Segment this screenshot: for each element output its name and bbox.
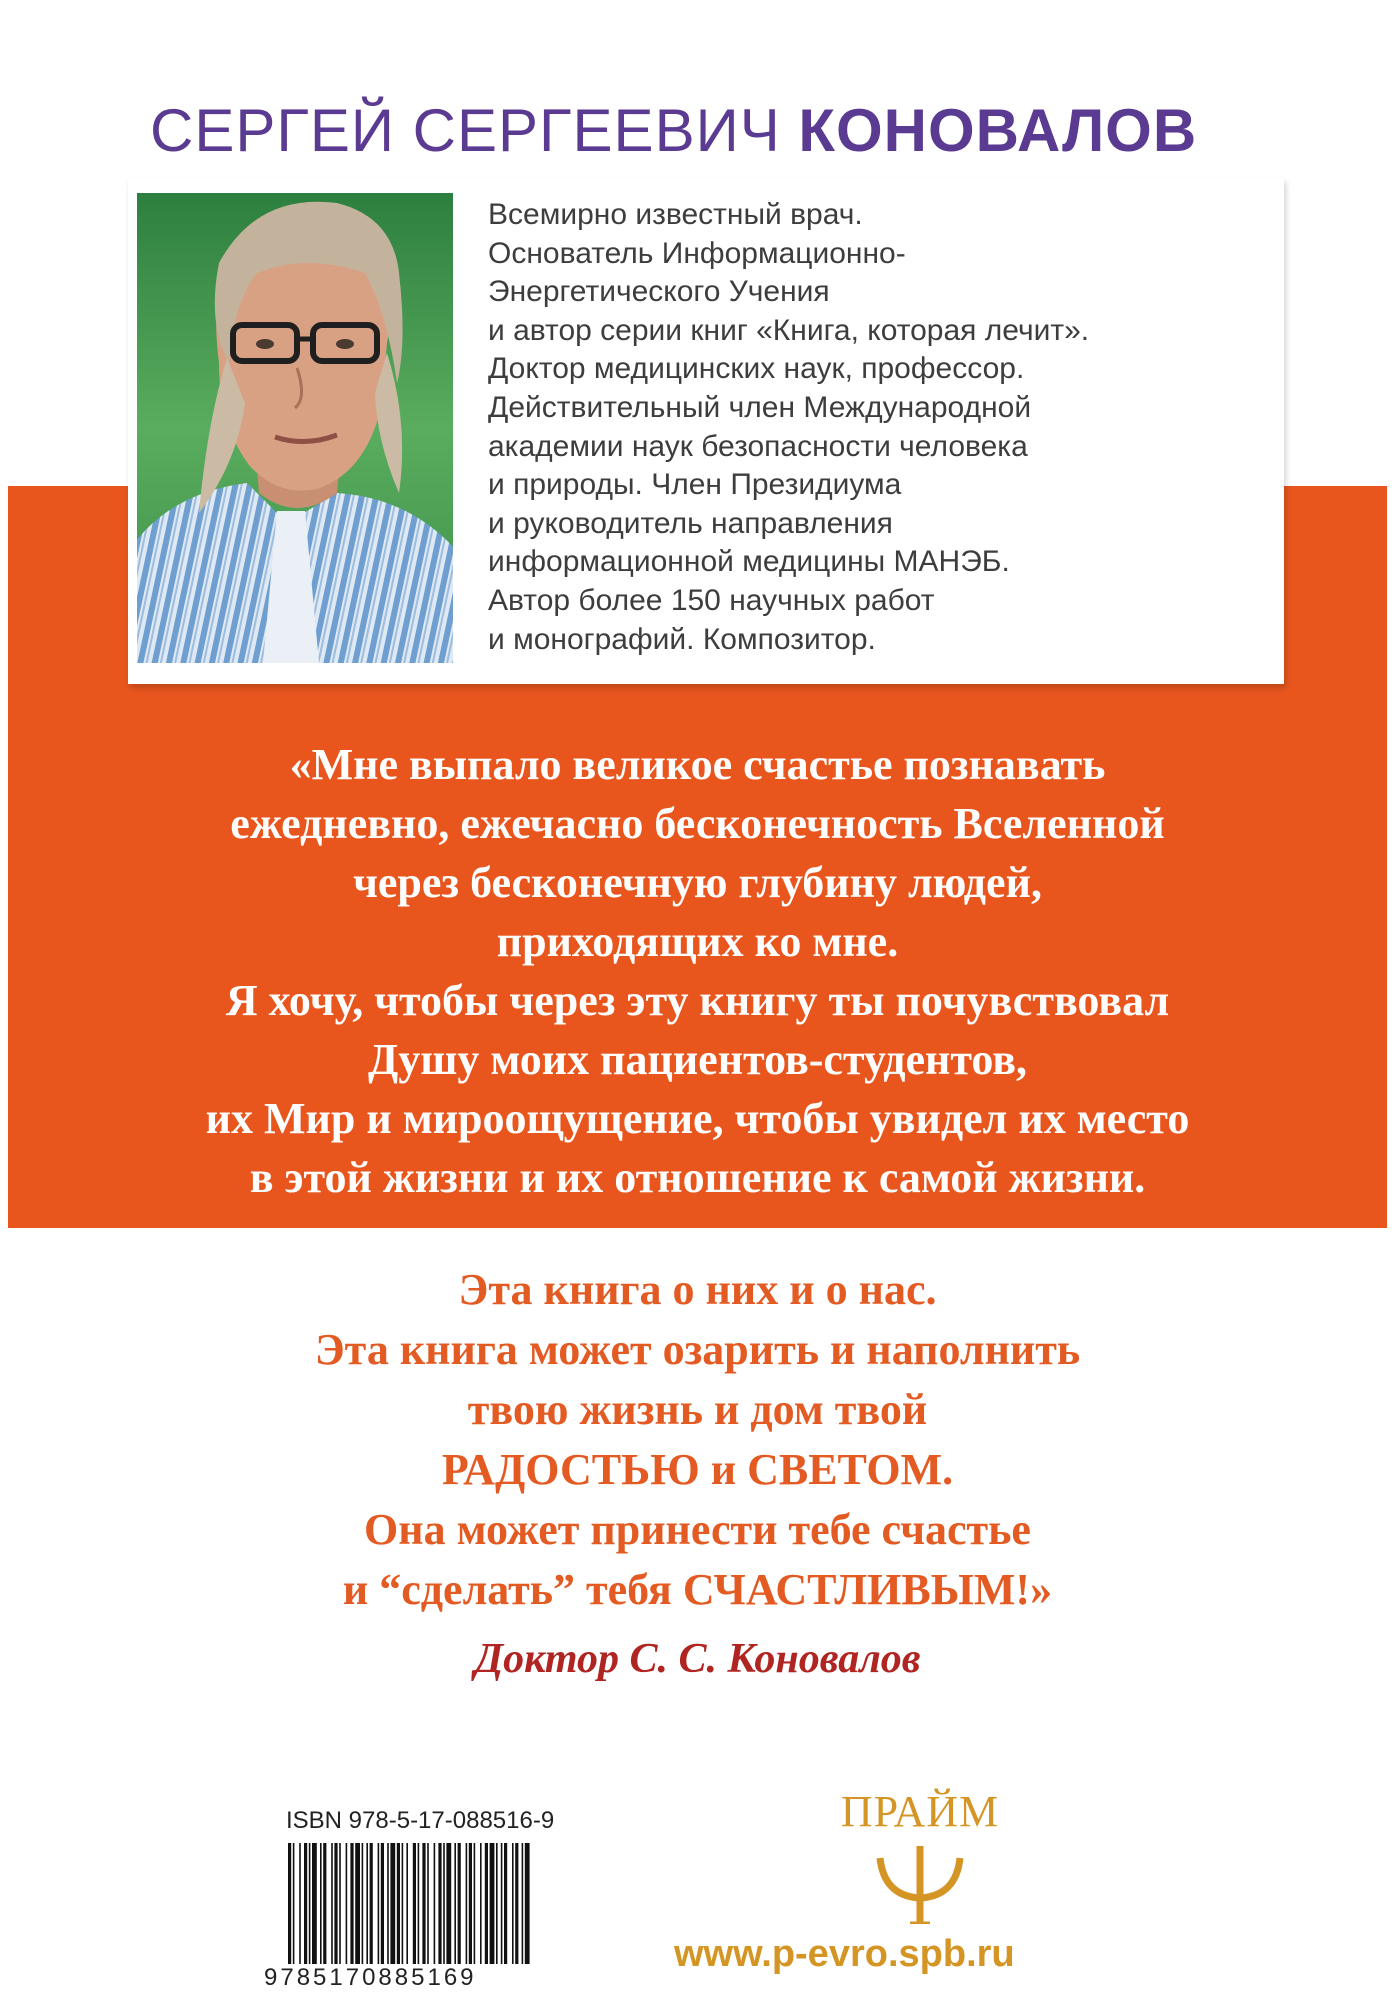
barcode-bar bbox=[402, 1843, 404, 1975]
barcode-bar bbox=[474, 1843, 476, 1975]
barcode-bar bbox=[458, 1843, 461, 1975]
quote-line: в этой жизни и их отношение к самой жизни. bbox=[249, 1153, 1146, 1202]
signature: Доктор С. С. Коновалов bbox=[474, 1636, 921, 1682]
publisher-website[interactable]: www.p-evro.spb.ru bbox=[674, 1933, 1015, 1975]
bio-line: Доктор медицинских наук, профессор. bbox=[488, 352, 1025, 386]
barcode-bar bbox=[339, 1843, 341, 1975]
barcode-digits: 9785170885169 bbox=[262, 1964, 554, 1992]
author-portrait bbox=[137, 193, 453, 663]
barcode-bar bbox=[293, 1843, 295, 1975]
isbn-text: ISBN 978-5-17-088516-9 bbox=[286, 1807, 555, 1834]
bio-line: информационной медицины МАНЭБ. bbox=[488, 545, 1010, 579]
quote-line: через бесконечную глубину людей, bbox=[353, 858, 1042, 907]
author-bio bbox=[488, 196, 1268, 659]
barcode-bar bbox=[366, 1843, 368, 1975]
bio-line: и автор серии книг «Книга, которая лечит». bbox=[488, 313, 1090, 347]
barcode-bar bbox=[355, 1843, 360, 1975]
barcode-bar bbox=[397, 1843, 400, 1975]
barcode-bar bbox=[309, 1843, 311, 1975]
barcode-bar bbox=[362, 1843, 364, 1975]
quote-line: их Мир и мироощущение, чтобы увидел их место bbox=[205, 1094, 1190, 1143]
barcode-bar bbox=[378, 1843, 380, 1975]
barcode-bar bbox=[304, 1843, 307, 1975]
author-first-names: СЕРГЕЙ СЕРГЕЕВИЧ bbox=[150, 97, 781, 164]
barcode-bar bbox=[466, 1843, 468, 1975]
quote-line: Я хочу, чтобы через эту книгу ты почувствовал bbox=[225, 976, 1170, 1025]
bio-line: и природы. Член Президиума bbox=[488, 468, 902, 502]
bio-line: Энергетического Учения bbox=[488, 275, 830, 309]
bio-line: и руководитель направления bbox=[488, 506, 893, 540]
barcode-bar bbox=[406, 1843, 408, 1975]
barcode-bar bbox=[480, 1843, 482, 1975]
quote-line: Душу моих пациентов-студентов, bbox=[367, 1035, 1028, 1084]
barcode-bar bbox=[438, 1843, 441, 1975]
barcode-bar bbox=[496, 1843, 498, 1975]
barcode-bar bbox=[490, 1843, 495, 1975]
author-surname: КОНОВАЛОВ bbox=[798, 97, 1198, 164]
closing-line: твою жизнь и дом твой bbox=[467, 1385, 928, 1434]
barcode-bar bbox=[387, 1843, 389, 1975]
barcode-bar bbox=[299, 1843, 301, 1975]
author-quote bbox=[8, 735, 1387, 1207]
closing-line: Эта книга о них и о нас. bbox=[458, 1265, 937, 1314]
barcode-bar bbox=[323, 1843, 326, 1975]
barcode-bar bbox=[443, 1843, 445, 1975]
barcode-bar bbox=[418, 1843, 420, 1975]
barcode-bar bbox=[501, 1843, 503, 1975]
barcode-bar bbox=[334, 1843, 337, 1975]
barcode-bar bbox=[525, 1843, 530, 1975]
portrait-illustration bbox=[137, 193, 453, 663]
barcode-bar bbox=[454, 1843, 456, 1975]
barcode-bar bbox=[346, 1843, 348, 1975]
bio-line: академии наук безопасности человека bbox=[488, 429, 1028, 463]
barcode-bar bbox=[485, 1843, 488, 1975]
closing-line: Эта книга может озарить и наполнить bbox=[314, 1325, 1081, 1374]
barcode-bar bbox=[390, 1843, 395, 1975]
barcode-bar bbox=[512, 1843, 514, 1975]
barcode-bar bbox=[522, 1843, 524, 1975]
closing-line: РАДОСТЬЮ и СВЕТОМ. bbox=[441, 1445, 954, 1494]
barcode bbox=[286, 1843, 530, 1975]
bio-line: Основатель Информационно- bbox=[488, 236, 906, 270]
barcode-bar bbox=[331, 1843, 333, 1975]
barcode-bar bbox=[350, 1843, 353, 1975]
barcode-bar bbox=[370, 1843, 373, 1975]
barcode-bar bbox=[288, 1843, 291, 1975]
barcode-bar bbox=[422, 1843, 425, 1975]
closing-text bbox=[8, 1260, 1387, 1620]
barcode-bar bbox=[381, 1843, 384, 1975]
closing-line: и “сделать” тебя СЧАСТЛИВЫМ!» bbox=[342, 1565, 1053, 1614]
barcode-bar bbox=[320, 1843, 322, 1975]
barcode-bar bbox=[469, 1843, 472, 1975]
quote-line: ежедневно, ежечасно бесконечность Вселенной bbox=[230, 799, 1165, 848]
bio-line: Всемирно известный врач. bbox=[488, 198, 863, 231]
bio-line: Действительный член Международной bbox=[488, 390, 1032, 424]
author-name bbox=[150, 96, 1350, 165]
quote-line: приходящих ко мне. bbox=[496, 917, 899, 966]
barcode-bar bbox=[446, 1843, 451, 1975]
bio-line: и монографий. Композитор. bbox=[488, 622, 876, 656]
barcode-bar bbox=[434, 1843, 436, 1975]
publisher-name: ПРАЙМ bbox=[840, 1787, 1000, 1836]
barcode-bar bbox=[427, 1843, 429, 1975]
closing-line: Она может принести тебе счастье bbox=[364, 1505, 1031, 1554]
barcode-bar bbox=[515, 1843, 518, 1975]
barcode-bar bbox=[312, 1843, 317, 1975]
quote-line: «Мне выпало великое счастье познавать bbox=[289, 740, 1106, 789]
barcode-bar bbox=[413, 1843, 416, 1975]
barcode-bar bbox=[504, 1843, 507, 1975]
bio-line: Автор более 150 научных работ bbox=[488, 583, 935, 617]
